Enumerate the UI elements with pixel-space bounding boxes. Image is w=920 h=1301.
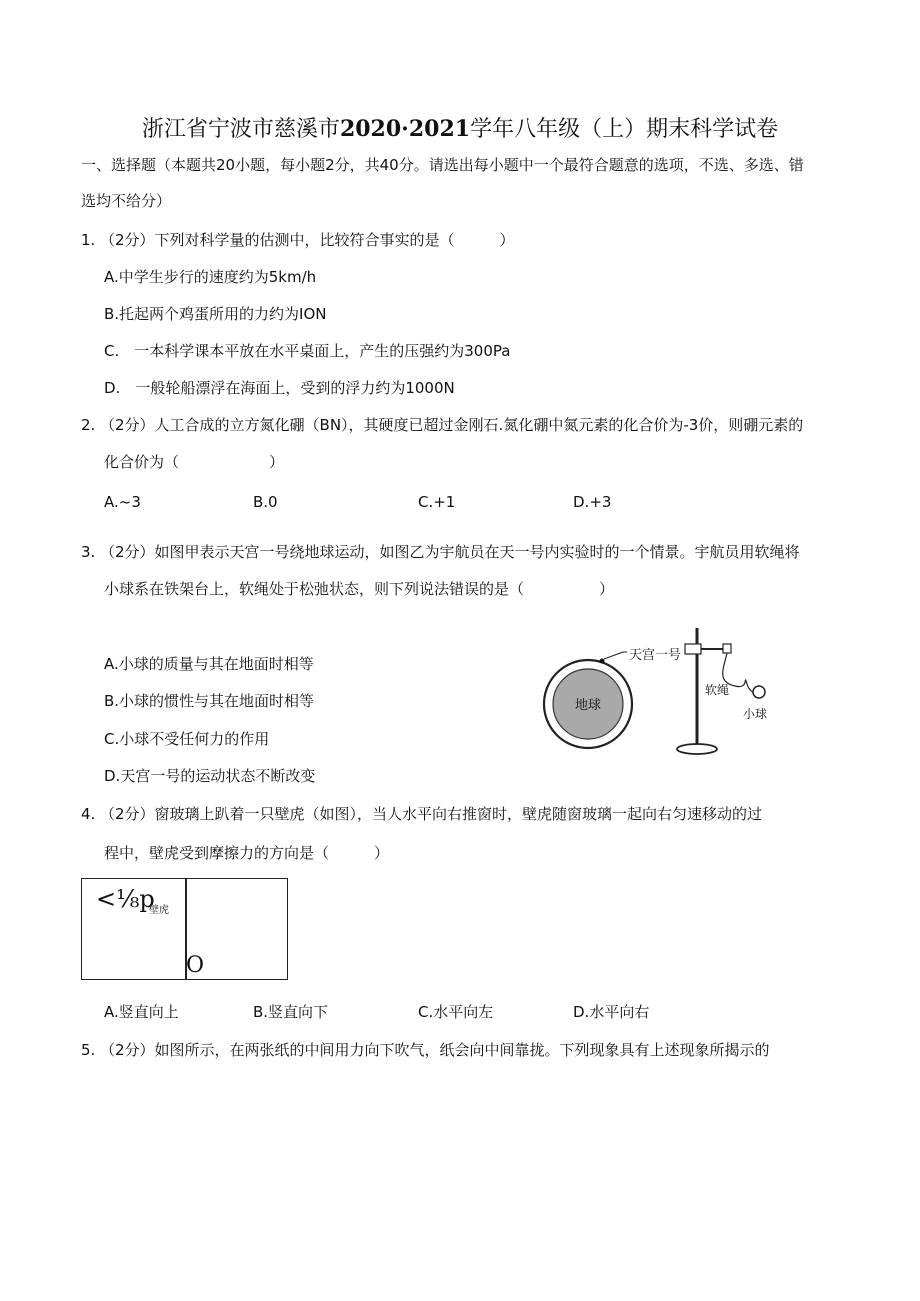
page-title [0,112,920,143]
question-3-stem-line2: 小球系在铁架台上，软绳处于松弛状态，则下列说法错误的是（ ） [104,580,615,598]
question-3-option-c: C.小球不受任何力的作用 [104,730,270,748]
question-4-option-a: A.竖直向上 [104,1003,179,1021]
question-2-option-d: D.+3 [573,493,612,511]
space-station-icon [600,659,605,664]
question-4-option-d: D.水平向右 [573,1003,650,1021]
question-3-option-b: B.小球的惯性与其在地面时相等 [104,692,315,710]
question-1-option-d: D. 一般轮船漂浮在海面上，受到的浮力约为1000N [104,379,455,397]
ball-icon [753,686,765,698]
question-2-stem-line1: （2分）人工合成的立方氮化硼（BN），其硬度已超过金刚石.氮化硼中氮元素的化合价为-3价，则硼元素的 [100,416,804,434]
question-1-option-a: A.中学生步行的速度约为5km/h [104,268,317,286]
question-5-number: 5. [81,1041,96,1059]
question-1-option-b: B.托起两个鸡蛋所用的力约为ION [104,305,327,323]
question-1-number: 1. [81,231,96,249]
ball-label: 小球 [743,707,768,721]
section-heading-line1: 一、选择题（本题共20小题，每小题2分，共40分。请选出每小题中一个最符合题意的选项，不选、多选、错 [81,156,804,174]
rope-label: 软绳 [705,683,730,697]
station-leader-line [604,652,623,659]
title-suffix: 学年八年级（上）期末科学试卷 [470,117,779,142]
question-2-option-c: C.+1 [418,493,456,511]
window-figure [81,878,288,980]
window-circle-mark: O [186,953,205,978]
station-label: 天宫一号 [629,647,682,662]
stand-base [677,744,717,754]
question-4-option-b: B.竖直向下 [253,1003,329,1021]
question-4-number: 4. [81,805,96,823]
question-2-stem-line2: 化合价为（ ） [104,453,285,471]
stand-clamp [685,644,701,654]
question-1-option-c: C. 一本科学课本平放在水平桌面上，产生的压强约为300Pa [104,342,511,360]
title-years: 2020·2021 [339,116,471,142]
question-1-stem: （2分）下列对科学量的估测中，比较符合事实的是（ ） [100,231,515,249]
question-4-option-c: C.水平向左 [418,1003,494,1021]
question-4-stem-line2: 程中，壁虎受到摩擦力的方向是（ ） [104,844,390,862]
question-4-stem-line1: （2分）窗玻璃上趴着一只壁虎（如图），当人水平向右推窗时，壁虎随窗玻璃一起向右匀速移动的过 [100,805,763,823]
gecko-label: 壁虎 [149,905,169,916]
question-2-number: 2. [81,416,96,434]
question-5-stem: （2分）如图所示，在两张纸的中间用力向下吹气，纸会向中间靠拢。下列现象具有上述现象所揭示的 [100,1041,770,1059]
question-2-option-b: B.0 [253,493,278,511]
question-2-option-a: A.~3 [104,493,141,511]
question-3-option-a: A.小球的质量与其在地面时相等 [104,655,314,673]
gecko-symbol: <⅛p [96,885,155,913]
section-heading-line2: 选均不给分） [81,192,172,210]
question-3-figure [535,622,805,772]
question-3-number: 3. [81,543,96,561]
question-3-option-d: D.天宫一号的运动状态不断改变 [104,767,316,785]
earth-label: 地球 [574,697,602,712]
question-3-stem-line1: （2分）如图甲表示天宫一号绕地球运动，如图乙为宇航员在天一号内实验时的一个情景。宇航员用软绳将 [100,543,800,561]
title-prefix: 浙江省宁波市慈溪市 [141,117,340,142]
